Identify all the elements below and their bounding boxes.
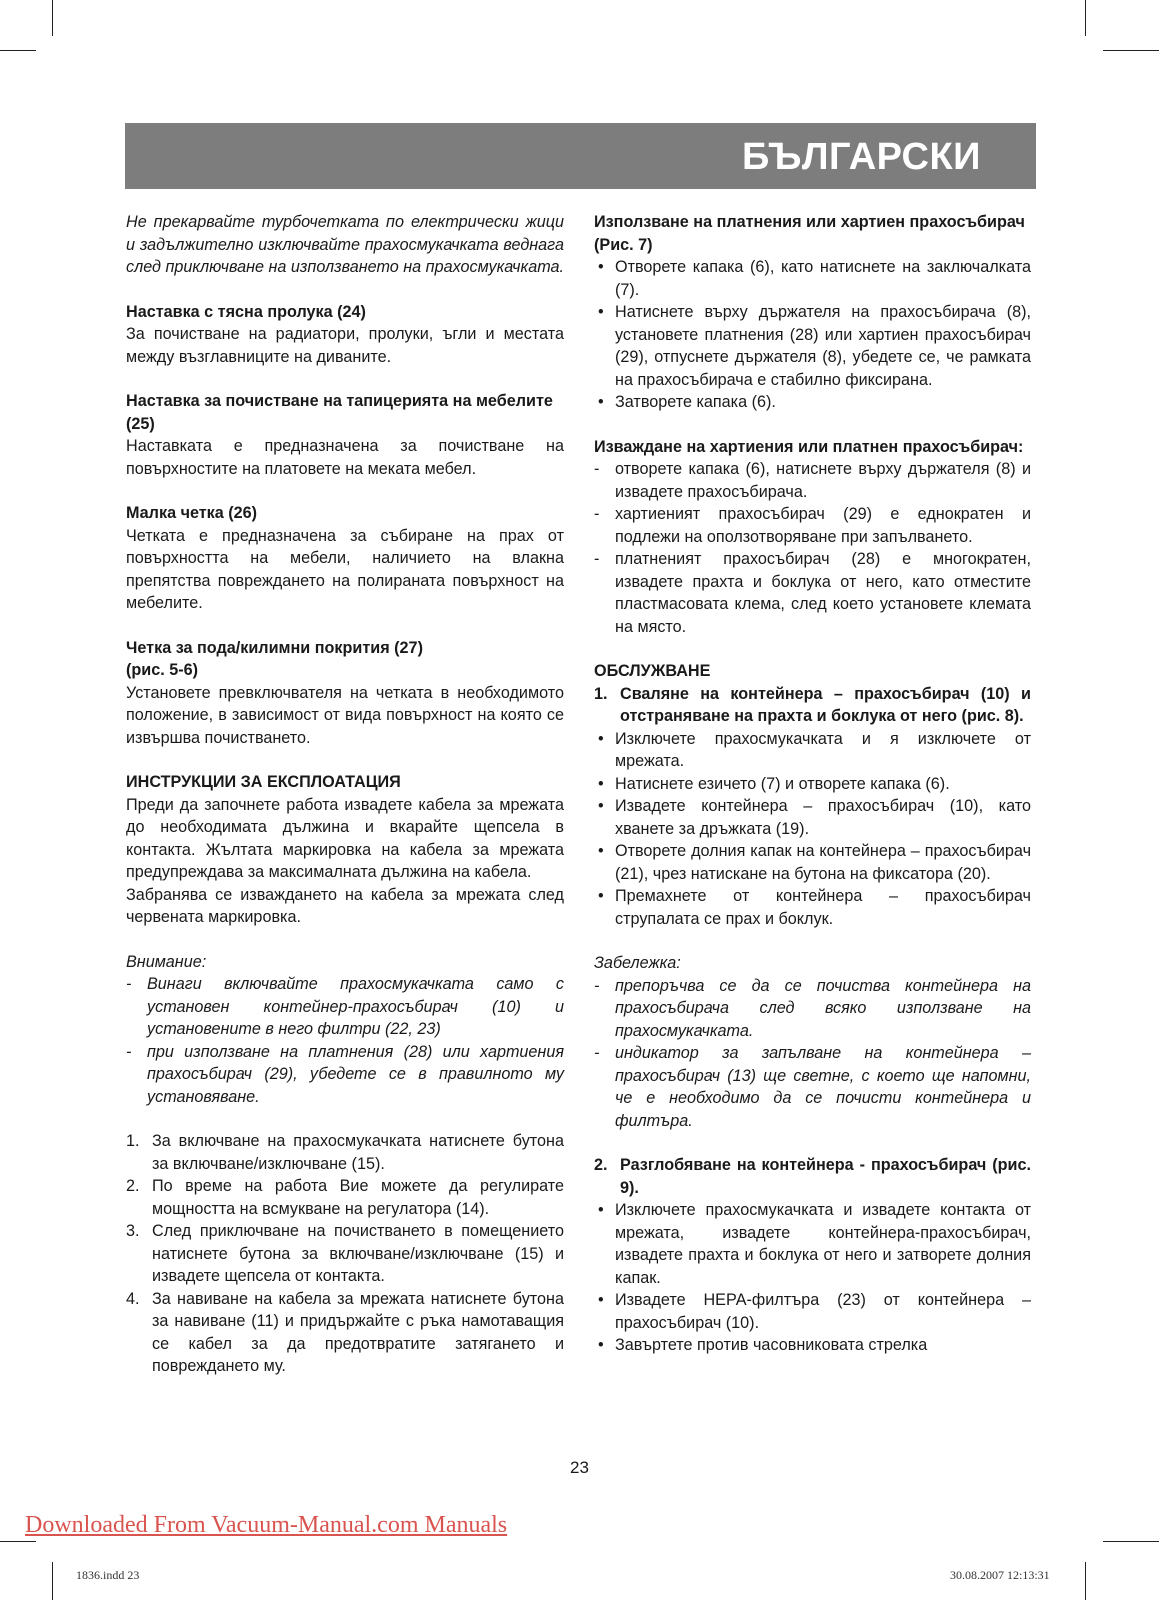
section-heading: Наставка с тясна пролука (24) [126,302,366,321]
list-item: • Изключете прахосмукачката и извадете контакта от мрежата, извадете контейнера-прахосъбирач, извадете прахта и боклука от него и затворете долния капак. [598,1201,1031,1287]
section-text: Четката е предназначена за събиране на прах от повърхността на мебели, наличието на влакна препятства повреждането на полираната повърхност на мебелите. [126,526,564,612]
crop-mark [0,50,36,51]
section-heading: ОБСЛУЖВАНЕ [594,662,711,680]
footer-timestamp: 30.08.2007 12:13:31 [950,1568,1050,1582]
section-text: Преди да започнете работа извадете кабела за мрежата до необходимата дължина и вкарайте щепсела в контакта. Жълтата маркировка на кабела за мрежата предупреждава за максималната дължина на кабела. [126,795,564,881]
section-text: Установете превключвателя на четката в необходимото положение, в зависимост от вида повърхност на която се извършва почистването. [126,683,564,747]
list-item: 1. За включване на прахосмукачката натиснете бутона за включване/изключване (15). [126,1132,564,1173]
section-heading: Наставка за почистване на тапицерията на мебелите (25) [126,392,553,433]
section-heading: Малка четка (26) [126,504,258,522]
footer-file: 1836.indd 23 [76,1568,140,1582]
left-column [126,211,564,1378]
list-item: • Отворете капака (6), като натиснете на заключалката (7). [598,258,1031,299]
section-text: Наставката е предназначена за почистване на повърхностите на платовете на меката мебел. [126,437,564,478]
list-item: - индикатор за запълване на контейнера – прахосъбирач (13) ще светне, с което ще напомни, че е необходимо да се почисти контейнера и филтъра. [594,1044,1031,1130]
section-text: Забранява се изваждането на кабела за мрежата след червената маркировка. [126,885,564,926]
list-item: • Извадете контейнера – прахосъбирач (10), като хванете за дръжката (19). [598,797,1031,838]
language-header [125,123,1036,189]
page-number: 23 [570,1458,589,1477]
list-item: - отворете капака (6), натиснете върху държателя (8) и извадете прахосъбирача. [594,460,1031,501]
crop-mark [1103,1541,1159,1542]
section-heading: Използване на платнения или хартиен прахосъбирач (Рис. 7) [594,213,1025,254]
list-item: 3. След приключване на почистването в помещението натиснете бутона за включване/изключване (15) и извадете щепсела от контакта. [126,1222,564,1285]
section-text: За почистване на радиатори, пролуки, ъгли и местата между възглавниците на диваните. [126,325,564,366]
list-item: • Извадете НЕРА-филтъра (23) от контейнера – прахосъбирач (10). [598,1291,1031,1332]
section-heading: Изваждане на хартиения или платнен прахосъбирач: [594,437,1024,456]
list-item: • Премахнете от контейнера – прахосъбирач струпалата се прах и боклук. [598,887,1031,928]
list-item: - Винаги включвайте прахосмукачката само с установен контейнер-прахосъбирач (10) и установените в него филтри (22, 23) [126,975,564,1038]
intro-warning: Не прекарвайте турбочетката по електрически жици и задължително изключвайте прахосмукачката веднага след приключване на използването на прахосмукачката. [126,213,565,276]
section-heading: ИНСТРУКЦИИ ЗА ЕКСПЛОАТАЦИЯ [126,773,401,791]
crop-mark [1085,0,1086,36]
crop-mark [1103,50,1159,51]
list-item: 2. По време на работа Вие можете да регулирате мощността на всмукване на регулатора (14). [126,1177,564,1218]
note-title: Забележка: [594,954,681,972]
download-link[interactable]: Downloaded From Vacuum-Manual.com Manuals [25,1512,508,1538]
crop-mark [1085,1562,1086,1600]
section-heading: Четка за пода/килимни покрития (27) [126,638,423,657]
list-item: 4. За навиване на кабела за мрежата натиснете бутона за навиване (11) и придържайте с ръка намотаващия се кабел за да предотвратите затягането и повреждането му. [126,1289,564,1375]
list-item: • Отворете долния капак на контейнера – прахосъбирач (21), чрез натискане на бутона на фиксатора (20). [598,842,1031,883]
list-item: - при използване на платнения (28) или хартиения прахосъбирач (29), убедете се в правилното му установяване. [126,1042,564,1106]
list-item: • Завъртете против часовниковата стрелка [598,1336,928,1354]
crop-mark [0,1541,36,1542]
numbered-subheading: 2. Разглобяване на контейнера - прахосъбирач (рис. 9). [594,1156,1031,1197]
list-item: - платненият прахосъбирач (28) е многократен, извадете прахта и боклука от него, като отместите пластмасовата клема, след което установете клемата на място. [594,550,1031,636]
list-item: - хартиеният прахосъбирач (29) е еднократен и подлежи на оползотворяване при запълването. [594,505,1031,546]
list-item: • Натиснете върху държателя на прахосъбирача (8), установете платнения (28) или хартиен прахосъбирач (29), отпуснете държателя (8), убедете се, че рамката на прахосъбирача е стабилно фиксирана. [598,303,1031,389]
crop-mark [52,1562,53,1600]
numbered-subheading: 1. Сваляне на контейнера – прахосъбирач (10) и отстраняване на прахта и боклука от него (рис. 8). [594,684,1031,725]
list-item: • Натиснете езичето (7) и отворете капака (6). [598,774,950,793]
crop-mark [52,0,53,36]
list-item: • Изключете прахосмукачката и я изключете от мрежата. [598,729,1031,770]
list-item: • Затворете капака (6). [598,393,776,411]
page-title: БЪЛГАРСКИ [741,136,981,178]
list-item: - препоръчва се да се почиства контейнера на прахосъбирача след всяко използване на прахосмукачката. [594,976,1031,1040]
warning-title: Внимание: [126,952,207,971]
section-heading-figure: (рис. 5-6) [126,661,199,679]
right-column [594,211,1031,1357]
